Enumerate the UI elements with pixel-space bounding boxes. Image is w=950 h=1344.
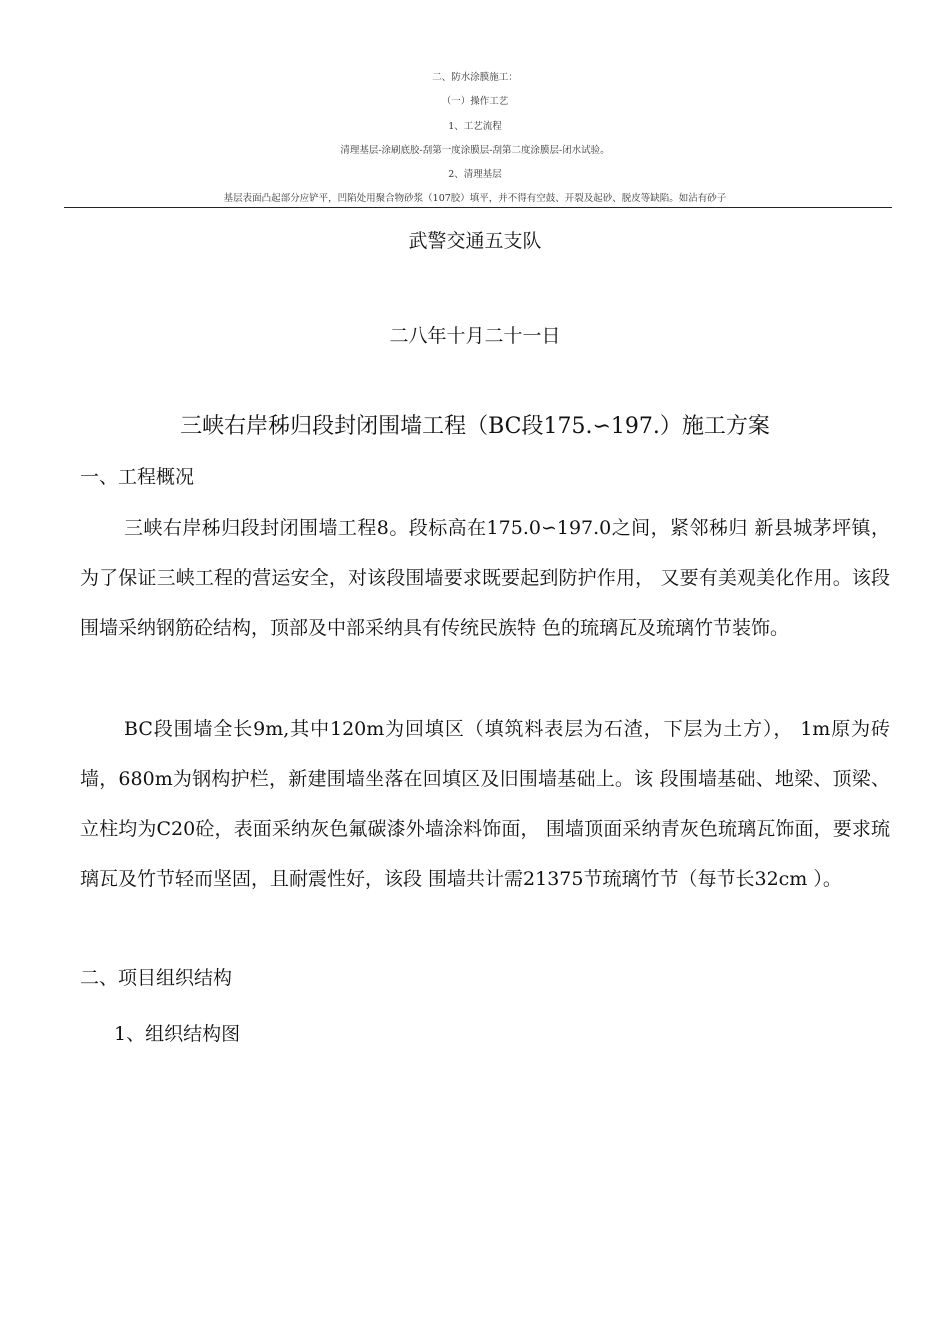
- section-heading-organization: 二、项目组织结构: [80, 967, 233, 989]
- header-line-2: （一）操作工艺: [441, 96, 509, 107]
- document-title: 三峡右岸秭归段封闭围墙工程（BC段175.∽197.）施工方案: [180, 414, 770, 439]
- overview-paragraph-1: 三峡右岸秭归段封闭围墙工程8。段标高在175.0∽197.0之间，紧邻秭归 新县城茅坪镇，为了保证三峡工程的营运安全，对该段围墙要求既要起到防护作用， 又要有美观美化作用。该段围墙采纳钢筋砼结构，顶部及中部采纳具有传统民族特 色的琉璃瓦及琉璃竹节装饰。: [80, 517, 890, 639]
- overview-paragraph-2: BC段围墙全长9m,其中120m为回填区（填筑料表层为石渣，下层为土方）， 1m原为砖墙，680m为钢构护栏，新建围墙坐落在回填区及旧围墙基础上。该 段围墙基础、地梁、顶梁、立柱均为C20砼，表面采纳灰色氟碳漆外墙涂料饰面， 围墙顶面采纳青灰色琉璃瓦饰面，要求琉璃瓦及竹节轻而坚固，且耐震性好，该段 围墙共计需21375节琉璃竹节（每节长32cm ）。: [80, 718, 890, 890]
- header-line-6: 基层表面凸起部分应铲平，凹陷处用聚合物砂浆（107胶）填平，并不得有空鼓、开裂及起砂、脱皮等缺陷。如沾有砂子: [223, 193, 727, 204]
- issue-date: 二八年十月二十一日: [389, 325, 561, 347]
- header-divider: [64, 207, 892, 208]
- header-line-4: 清理基层-涂刷底胶-刮第一度涂膜层-刮第二度涂膜层-闭水试验。: [340, 145, 610, 156]
- subsection-heading-org-chart: 1、组织结构图: [114, 1023, 241, 1045]
- header-line-1: 二、防水涂膜施工：: [432, 72, 518, 83]
- header-line-3: 1、工艺流程: [448, 121, 502, 132]
- header-line-5: 2、清理基层: [448, 169, 502, 180]
- issuing-unit: 武警交通五支队: [408, 230, 542, 252]
- section-heading-overview: 一、工程概况: [80, 466, 195, 488]
